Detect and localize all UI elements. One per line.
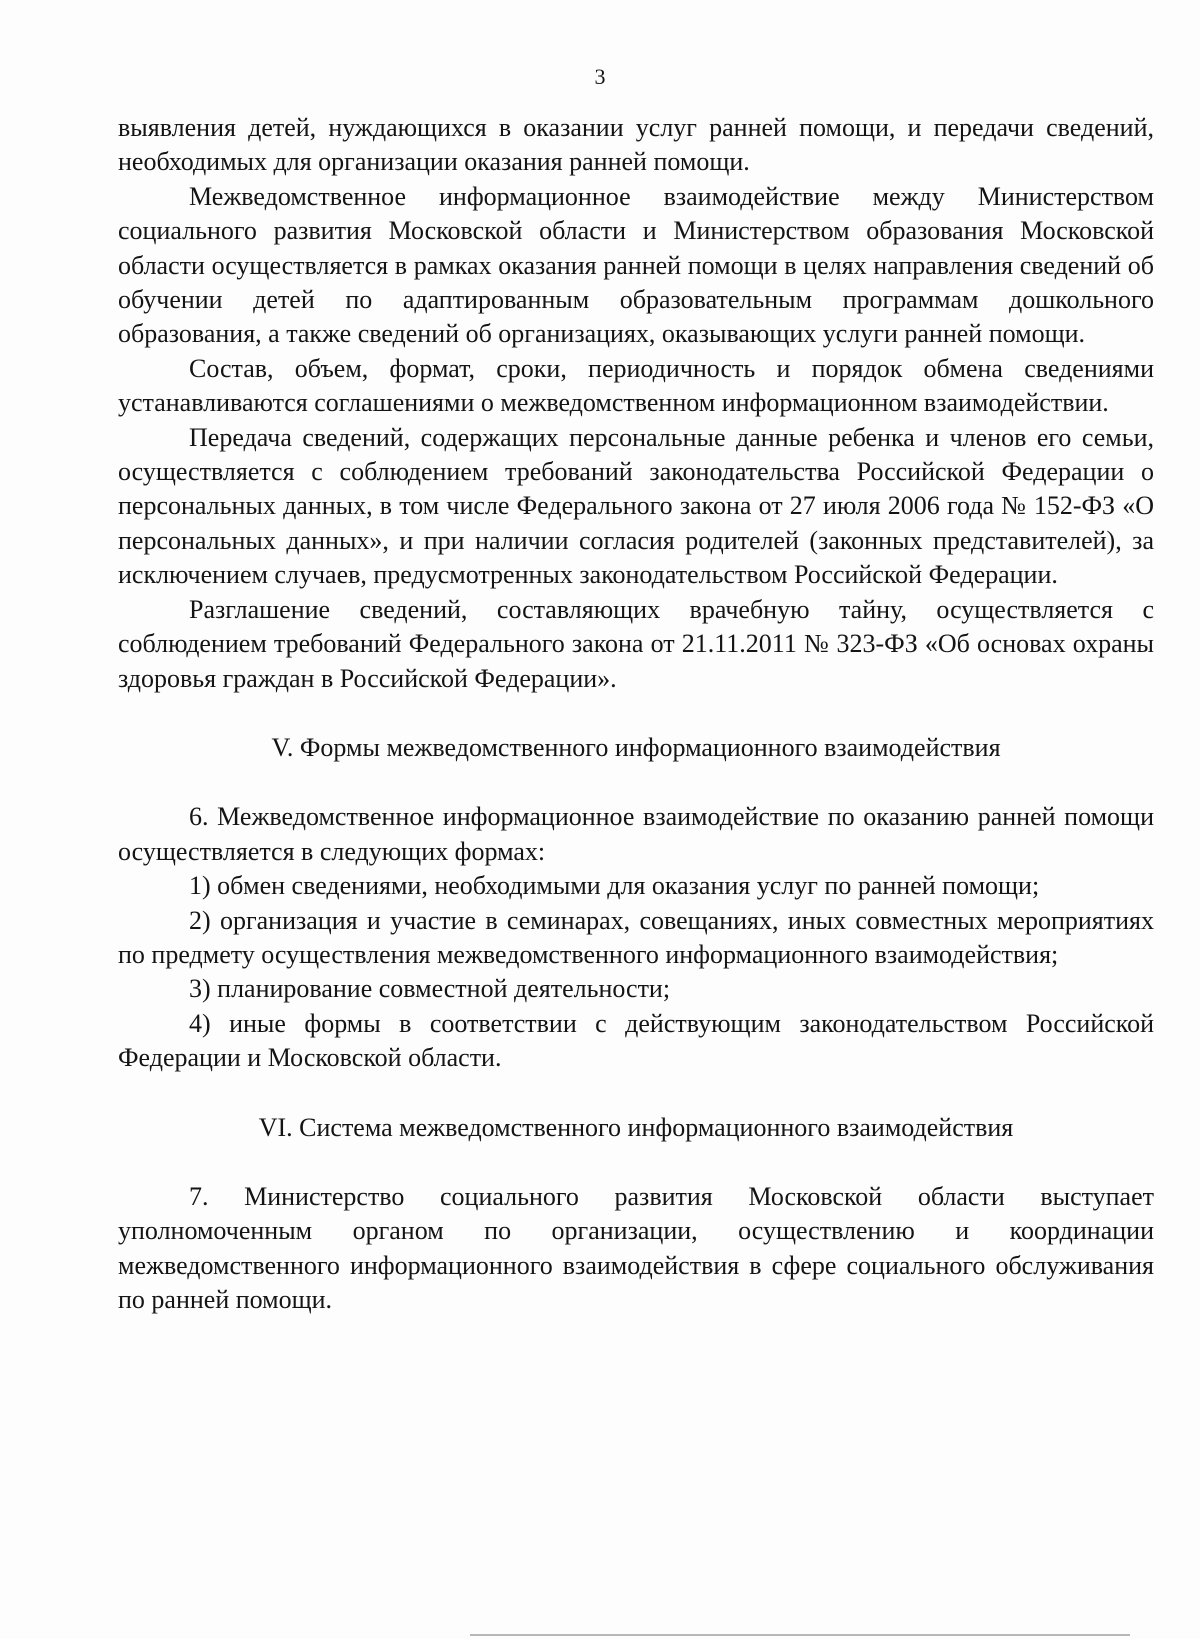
document-body (118, 111, 1154, 1318)
list-item-2: 2) организация и участие в семинарах, совещаниях, иных совместных мероприятиях по предмету осуществления межведомственного информационного взаимодействия; (118, 905, 1154, 969)
paragraph-continuation: выявления детей, нуждающихся в оказании услуг ранней помощи, и передачи сведений, необходимых для организации оказания ранней помощи. (118, 113, 1154, 177)
paragraph-item-7: 7. Министерство социального развития Московской области выступает уполномоченным органом по организации, осуществлению и координации межведомственного информационного взаимодействия в сфере социального обслуживания по ранней помощи. (118, 1181, 1154, 1315)
page-number: 3 (594, 64, 606, 89)
paragraph-personal-data: Передача сведений, содержащих персональные данные ребенка и членов его семьи, осуществляется с соблюдением требований законодательства Российской Федерации о персональных данных, в том числе Федерального закона от 27 июля 2006 года № 152-ФЗ «О персональных данных», и при наличии согласия родителей (законных представителей), за исключением случаев, предусмотренных законодательством Российской Федерации. (118, 422, 1154, 590)
section-vi-heading: VI. Система межведомственного информационного взаимодействия (258, 1112, 1014, 1142)
list-item-1: 1) обмен сведениями, необходимыми для оказания услуг по ранней помощи; (189, 871, 1040, 901)
list-item-4: 4) иные формы в соответствии с действующим законодательством Российской Федерации и Московской области. (118, 1008, 1154, 1073)
paragraph-medical-secrecy: Разглашение сведений, составляющих врачебную тайну, осуществляется с соблюдением требований Федерального закона от 21.11.2011 № 323-ФЗ «Об основах охраны здоровья граждан в Российской Федерации». (118, 594, 1154, 693)
footer-rule (470, 1634, 1130, 1636)
list-item-3: 3) планирование совместной деятельности; (189, 974, 671, 1004)
paragraph-interagency-interaction: Межведомственное информационное взаимодействие между Министерством социального развития Московской области и Министерством образования Московской области осуществляется в рамках оказания ранней помощи в целях направления сведений об обучении детей по адаптированным образовательным программам дошкольного образования, а также сведений об организациях, оказывающих услуги ранней помощи. (118, 181, 1154, 349)
paragraph-exchange-procedure: Состав, объем, формат, сроки, периодичность и порядок обмена сведениями устанавливаются соглашениями о межведомственном информационном взаимодействии. (118, 353, 1154, 418)
paragraph-item-6: 6. Межведомственное информационное взаимодействие по оказанию ранней помощи осуществляется в следующих формах: (118, 802, 1154, 866)
section-v-heading: V. Формы межведомственного информационного взаимодействия (271, 732, 1001, 762)
